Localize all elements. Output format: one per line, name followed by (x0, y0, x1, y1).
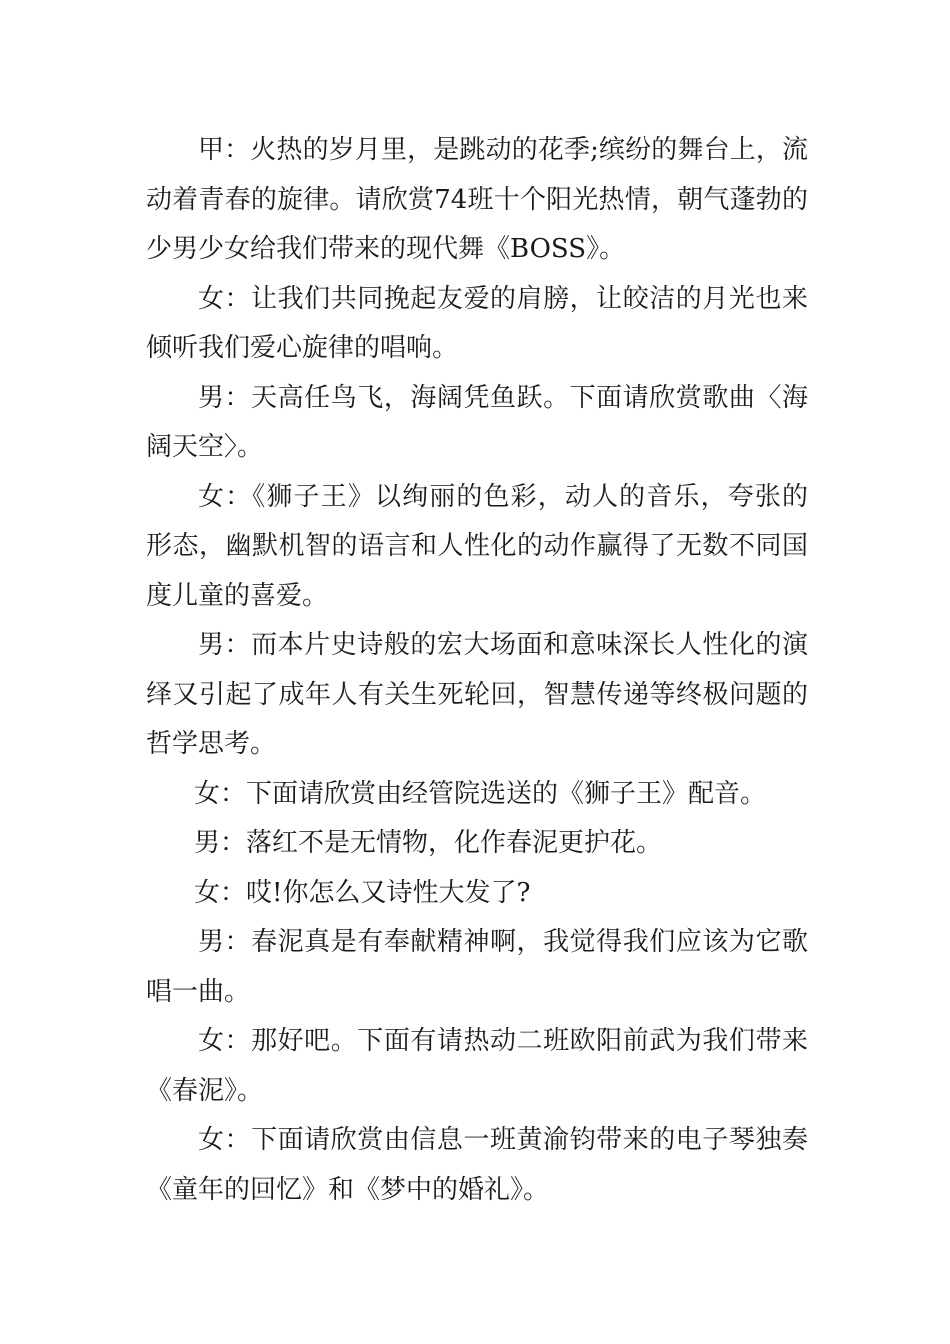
paragraph-11: 女：下面请欣赏由信息一班黄渝钧带来的电子琴独奏《童年的回忆》和《梦中的婚礼》。 (146, 1125, 808, 1205)
paragraph-6: 女：下面请欣赏由经管院选送的《狮子王》配音。 (194, 778, 767, 809)
document-body (146, 126, 808, 1215)
paragraph-4: 女：《狮子王》以绚丽的色彩，动人的音乐，夸张的形态，幽默机智的语言和人性化的动作赢得了无数不同国度儿童的喜爱。 (146, 481, 808, 611)
paragraph-3: 男：天高任鸟飞，海阔凭鱼跃。下面请欣赏歌曲〈海阔天空〉。 (146, 382, 808, 462)
paragraph-2: 女：让我们共同挽起友爱的肩膀，让皎洁的月光也来倾听我们爱心旋律的唱响。 (146, 283, 808, 363)
paragraph-7: 男：落红不是无情物，化作春泥更护花。 (194, 828, 663, 858)
paragraph-8: 女：哎!你怎么又诗性大发了? (194, 877, 531, 908)
paragraph-1: 甲：火热的岁月里，是跳动的花季;缤纷的舞台上，流动着青春的旋律。请欣赏74班十个阳光热情，朝气蓬勃的少男少女给我们带来的现代舞《BOSS》。 (146, 135, 808, 264)
paragraph-9: 男：春泥真是有奉献精神啊，我觉得我们应该为它歌唱一曲。 (146, 927, 808, 1007)
paragraph-10: 女：那好吧。下面有请热动二班欧阳前武为我们带来《春泥》。 (146, 1026, 808, 1106)
paragraph-5: 男：而本片史诗般的宏大场面和意味深长人性化的演绎又引起了成年人有关生死轮回，智慧传递等终极问题的哲学思考。 (146, 630, 808, 759)
